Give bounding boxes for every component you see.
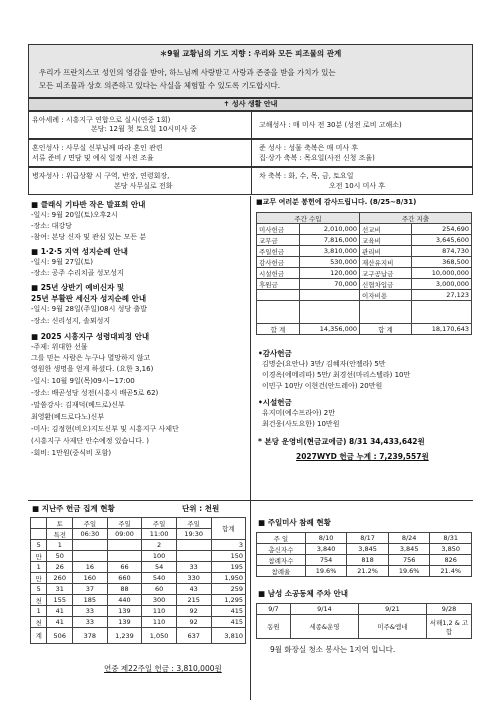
column-header: 8/10	[305, 533, 347, 544]
prayer-intention-prefix: ＊9월 교황님의 기도 지향 :	[159, 49, 254, 58]
notice-4-line-10: -회비: 1만원(중식비 포함)	[31, 449, 112, 457]
table-cell: 100	[142, 551, 177, 562]
table-cell: 330	[176, 573, 211, 584]
table-row	[257, 257, 472, 268]
anointing-line-2: 본당 사무실로 전화	[114, 182, 173, 190]
prayer-intention-text-2: 모든 피조물과 상호 의존하고 있다는 사실을 체험할 수 있도록 기도합시다.	[39, 81, 281, 90]
column-header	[31, 518, 47, 529]
table-cell: 33	[73, 617, 108, 628]
table-row	[257, 246, 472, 257]
parking-table	[256, 603, 472, 639]
total-income-label: 합 계	[257, 324, 300, 335]
sacraments-row-3	[28, 167, 473, 195]
table-cell: 33	[176, 562, 211, 573]
thanks-offering-line-1: 김명순(요안나) 3만/ 김혜자(안젤라) 5만	[262, 360, 386, 368]
table-cell: 41	[47, 606, 73, 617]
table-cell	[107, 540, 142, 551]
column-header: 06:30	[73, 529, 108, 540]
table-cell: 88	[107, 584, 142, 595]
table-cell: 110	[142, 617, 177, 628]
wyd-fund-line: 2027WYD 헌금 누계 : 7,239,557원	[296, 452, 429, 461]
table-cell: 150	[211, 551, 246, 562]
sunday-mass-table	[256, 532, 472, 577]
table-row	[31, 584, 246, 595]
offering-count-table	[30, 517, 246, 644]
sacraments-row-2	[28, 139, 473, 167]
expense-header: 주간 지출	[360, 213, 472, 224]
expense-label: 관리비	[360, 246, 412, 257]
table-row-spacer	[257, 301, 472, 324]
table-cell: 세종&운영	[290, 615, 358, 639]
column-header-total: 합계	[211, 518, 246, 540]
blessing-line-1: 준 성사 : 성물 축복은 매 미사 후	[259, 144, 359, 152]
notice-4-line-1: -주제: 위대한 선물	[31, 343, 88, 351]
table-cell: 139	[107, 617, 142, 628]
expense-label: 신협차입금	[360, 279, 412, 290]
table-row	[257, 566, 472, 577]
table-cell	[73, 551, 108, 562]
blessing-line-2: 집·상가 축복 : 목요일(사전 신청 조율)	[259, 154, 375, 162]
car-blessing-line-2: 오전 10시 미사 후	[329, 182, 386, 190]
table-row	[31, 595, 246, 606]
expense-label: 재산유지비	[360, 257, 412, 268]
expense-value: 254,690	[411, 224, 471, 235]
table-row	[257, 615, 472, 639]
table-cell: 415	[211, 617, 246, 628]
expense-label: 교육비	[360, 235, 412, 246]
table-cell: 1,239	[107, 628, 142, 644]
table-row	[257, 544, 472, 555]
table-cell: 1	[31, 562, 47, 573]
table-cell: 378	[73, 628, 108, 644]
table-cell: 185	[73, 595, 108, 606]
income-value	[299, 290, 359, 301]
total-income-value: 14,356,000	[299, 324, 359, 335]
confession-line: 고해성사 : 매 미사 전 30분 (성전 로비 고해소)	[259, 121, 402, 129]
infant-baptism-line-2: 본당: 12월 첫 토요일 10시미사 중	[91, 125, 197, 133]
table-cell: 21.2%	[347, 566, 389, 577]
cleaning-note: 9월 화장실 청소 봉사는 1지역 입니다.	[270, 645, 396, 654]
table-cell: 37	[73, 584, 108, 595]
income-label: 후원금	[257, 279, 300, 290]
notice-4-line-9: (시흥지구 사제단 안수예정 있습니다. )	[31, 437, 150, 445]
notice-2-title: ■ 1·2·5 지역 성지순례 안내	[31, 247, 128, 256]
table-cell: 60	[142, 584, 177, 595]
table-cell	[176, 551, 211, 562]
expense-value: 368,500	[411, 257, 471, 268]
parish-fund-line: * 본당 운영비(현금교에금) 8/31 34,433,642원	[258, 437, 425, 446]
table-row	[257, 268, 472, 279]
notice-4-line-6: -말씀강사: 김재덕(베드로)신부	[31, 401, 125, 409]
table-cell: 5	[31, 540, 47, 551]
car-blessing-line-1: 차 축복 : 화, 수, 목, 금, 토요일	[259, 172, 354, 180]
expense-label: 선교비	[360, 224, 412, 235]
table-cell: 637	[176, 628, 211, 644]
anointing-line-1: 병자성사 : 위급상황 시 구역, 반장, 연령회장,	[32, 172, 170, 180]
column-header: 토	[47, 518, 73, 529]
notice-4-line-3: 영원한 생명을 얻게 하셨다. (요한 3,16)	[31, 365, 154, 373]
table-cell: 서해1,2 & 고합	[427, 615, 472, 639]
finance-header: ■교무 여러분 봉헌에 감사드립니다. (8/25~8/31)	[256, 198, 417, 206]
table-cell: 3,845	[388, 544, 430, 555]
table-cell	[73, 540, 108, 551]
table-cell: 66	[107, 562, 142, 573]
column-header: 9/14	[290, 604, 358, 615]
infant-baptism-line-1: 유아세례 : 시흥지구 연합으로 실시(연중 1회)	[32, 116, 171, 124]
column-header: 주일	[176, 518, 211, 529]
table-cell: 3,840	[305, 544, 347, 555]
table-cell: 3,845	[347, 544, 389, 555]
table-cell: 천	[31, 595, 47, 606]
table-row	[257, 555, 472, 566]
table-cell: 160	[73, 573, 108, 584]
table-cell: 5	[31, 584, 47, 595]
table-cell: 만	[31, 551, 47, 562]
thanks-offering-line-2: 이경옥(에메리따) 5만/ 최경선(마리스텔라) 10만	[262, 371, 411, 379]
table-cell: 참례율	[257, 566, 306, 577]
table-row	[31, 540, 246, 551]
table-cell: 19.6%	[388, 566, 430, 577]
column-header: 주일	[142, 518, 177, 529]
income-value: 70,000	[299, 279, 359, 290]
notice-4-line-7: 최영환(베드로다노)신부	[31, 413, 105, 421]
table-cell: 54	[142, 562, 177, 573]
column-header: 8/17	[347, 533, 389, 544]
table-header-row	[257, 533, 472, 544]
thanks-offering-line-3: 이민구 10만/ 이현건(안드레아) 20만원	[262, 382, 383, 390]
table-cell: 16	[73, 562, 108, 573]
notice-4-line-8: -미사: 김정현(비오)지도신부 및 시흥지구 사제단	[31, 425, 179, 433]
income-label: 교무금	[257, 235, 300, 246]
prayer-intention-topic: 우리와 모든 피조물의 관계	[253, 49, 342, 58]
column-header: 9/7	[257, 604, 291, 615]
prayer-intention-text-1: 우리가 프란치스코 성인의 영감을 받아, 하느님께 사랑받고 사랑과 존중을 받을 가치가 있는	[39, 68, 336, 77]
facility-offering-line-1: 유지미(예수프라아) 2만	[262, 409, 335, 417]
income-label: 미사헌금	[257, 224, 300, 235]
table-cell: 155	[47, 595, 73, 606]
table-cell: 826	[430, 555, 472, 566]
table-row	[257, 279, 472, 290]
income-header: 주간 수입	[257, 213, 360, 224]
notice-1-title: ■ 클래식 기타반 작은 발표회 안내	[31, 200, 146, 209]
finance-total-row	[257, 324, 472, 335]
notice-2-line-2: -장소: 공주 수리치골 성모성지	[31, 269, 124, 277]
income-label: 주일헌금	[257, 246, 300, 257]
table-header-row	[31, 518, 246, 529]
notice-1-line-3: -참여: 본당 신자 및 관심 있는 모든 분	[31, 233, 147, 241]
expense-value: 874,730	[411, 246, 471, 257]
table-cell: 139	[107, 606, 142, 617]
table-cell: 92	[176, 617, 211, 628]
notice-4-line-2: 그를 믿는 사람은 누구나 멸망하지 않고	[31, 354, 151, 362]
notice-4-line-5: -장소: 배곧성당 성전(시흥시 배곧5로 62)	[31, 389, 159, 397]
table-cell: 1,295	[211, 595, 246, 606]
table-header-row	[257, 604, 472, 615]
table-cell: 92	[176, 606, 211, 617]
table-cell: 참례자수	[257, 555, 306, 566]
table-cell: 50	[47, 551, 73, 562]
notice-3-line-2: -장소: 신리성지, 솔뫼성지	[31, 317, 111, 325]
table-cell: 754	[305, 555, 347, 566]
prayer-intention-box	[28, 44, 473, 98]
income-value: 120,000	[299, 268, 359, 279]
notice-3-line-1: -일시: 9월 28일(주일)08시 성당 출발	[31, 305, 147, 313]
table-cell: 26	[47, 562, 73, 573]
column-header: 8/24	[388, 533, 430, 544]
table-row	[257, 290, 472, 301]
thanks-offering-title: •감사헌금	[258, 349, 292, 358]
table-row-total	[31, 628, 246, 644]
income-label: 시설헌금	[257, 268, 300, 279]
table-cell: 3,850	[430, 544, 472, 555]
prayer-intention-title	[29, 49, 472, 58]
column-header	[31, 529, 47, 540]
table-cell: 33	[73, 606, 108, 617]
table-cell: 동원	[257, 615, 291, 639]
sunday-mass-title: ■ 주일미사 참례 현황	[258, 518, 331, 527]
table-cell: 1	[47, 540, 73, 551]
expense-label: 이자비용	[360, 290, 412, 301]
income-label: 감사헌금	[257, 257, 300, 268]
column-header: 특전	[47, 529, 73, 540]
column-header: 주일	[73, 518, 108, 529]
table-cell: 41	[47, 617, 73, 628]
table-cell: 총신자수	[257, 544, 306, 555]
table-cell: 1	[31, 606, 47, 617]
table-cell: 506	[47, 628, 73, 644]
table-cell: 3	[211, 540, 246, 551]
marriage-line-1: 혼인성사 : 사무실 신부님께 따라 혼인 관련	[32, 144, 163, 152]
column-header: 11:00	[142, 529, 177, 540]
notice-4-line-4: -일시: 10월 9일(목)09시~17:00	[31, 377, 135, 385]
table-cell: 540	[142, 573, 177, 584]
sacraments-row-1	[28, 111, 473, 139]
table-row	[31, 617, 246, 628]
offering-count-title: ■ 지난주 헌금 집계 현황	[32, 504, 115, 513]
finance-table	[256, 212, 472, 335]
column-header: 9/21	[358, 604, 426, 615]
column-header: 주일	[107, 518, 142, 529]
table-cell: 300	[142, 595, 177, 606]
notice-1-line-2: -장소: 대강당	[31, 222, 72, 230]
table-cell: 415	[211, 606, 246, 617]
column-header: 9/28	[427, 604, 472, 615]
table-cell: 19.6%	[305, 566, 347, 577]
parking-title: ■ 남성 소공동체 주차 안내	[258, 589, 348, 598]
table-cell: 259	[211, 584, 246, 595]
notice-2-line-1: -일시: 9월 27일(토)	[31, 258, 93, 266]
expense-value: 3,000,000	[411, 279, 471, 290]
column-header: 주 일	[257, 533, 306, 544]
income-value: 2,010,000	[299, 224, 359, 235]
column-header: 8/31	[430, 533, 472, 544]
table-cell: 3,810	[211, 628, 246, 644]
finance-table-header	[257, 213, 472, 224]
table-cell: 만	[31, 573, 47, 584]
income-value: 7,816,000	[299, 235, 359, 246]
table-cell: 미주&엠네	[358, 615, 426, 639]
table-row	[31, 573, 246, 584]
table-cell: 31	[47, 584, 73, 595]
table-cell	[107, 551, 142, 562]
offering-count-unit: 단위 : 천원	[182, 504, 220, 513]
table-row	[257, 235, 472, 246]
expense-value: 27,123	[411, 290, 471, 301]
table-cell: 756	[388, 555, 430, 566]
table-cell	[176, 540, 211, 551]
table-cell: 2	[142, 540, 177, 551]
table-row	[257, 224, 472, 235]
column-header: 09:00	[107, 529, 142, 540]
notice-3-title-2: 25년 부활판 세신자 성지순례 안내	[31, 294, 147, 303]
facility-offering-line-2: 최건웅(사도요한) 10만원	[262, 420, 340, 428]
table-cell: 440	[107, 595, 142, 606]
sacraments-header-text: ✝ 성사 생활 안내	[223, 100, 278, 108]
table-cell: 660	[107, 573, 142, 584]
sacraments-header	[28, 98, 473, 111]
table-cell: 110	[142, 606, 177, 617]
table-cell: 43	[176, 584, 211, 595]
notice-1-line-1: -일시: 9월 20일(토)오후2시	[31, 211, 118, 219]
table-cell: 21.4%	[430, 566, 472, 577]
table-row	[31, 562, 246, 573]
table-cell: 215	[176, 595, 211, 606]
column-divider-lower	[250, 500, 251, 700]
facility-offering-title: •시설헌금	[258, 398, 292, 407]
table-cell: 천	[31, 617, 47, 628]
marriage-line-2: 서류 준비 / 면담 및 예식 일정 사전 조율	[32, 154, 154, 162]
table-row	[31, 551, 246, 562]
table-cell: 818	[347, 555, 389, 566]
income-value: 530,000	[299, 257, 359, 268]
expense-label: 교구공납금	[360, 268, 412, 279]
notice-4-title: ■ 2025 시흥지구 성령대피정 안내	[31, 332, 150, 341]
income-value: 3,810,000	[299, 246, 359, 257]
annual-offering-total: 연중 제22주일 헌금 : 3,810,000원	[104, 664, 222, 673]
table-cell: 195	[211, 562, 246, 573]
table-cell: 260	[47, 573, 73, 584]
expense-value: 10,000,000	[411, 268, 471, 279]
total-expense-value: 18,170,643	[411, 324, 471, 335]
table-cell: 1,950	[211, 573, 246, 584]
expense-value: 3,645,600	[411, 235, 471, 246]
table-cell: 계	[31, 628, 47, 644]
income-label	[257, 290, 300, 301]
column-header: 19:30	[176, 529, 211, 540]
total-expense-label: 합 계	[360, 324, 412, 335]
table-row	[31, 606, 246, 617]
notices-column	[28, 196, 251, 500]
table-cell: 1,050	[142, 628, 177, 644]
notice-3-title: ■ 25년 상반기 예비신자 및	[31, 283, 125, 292]
